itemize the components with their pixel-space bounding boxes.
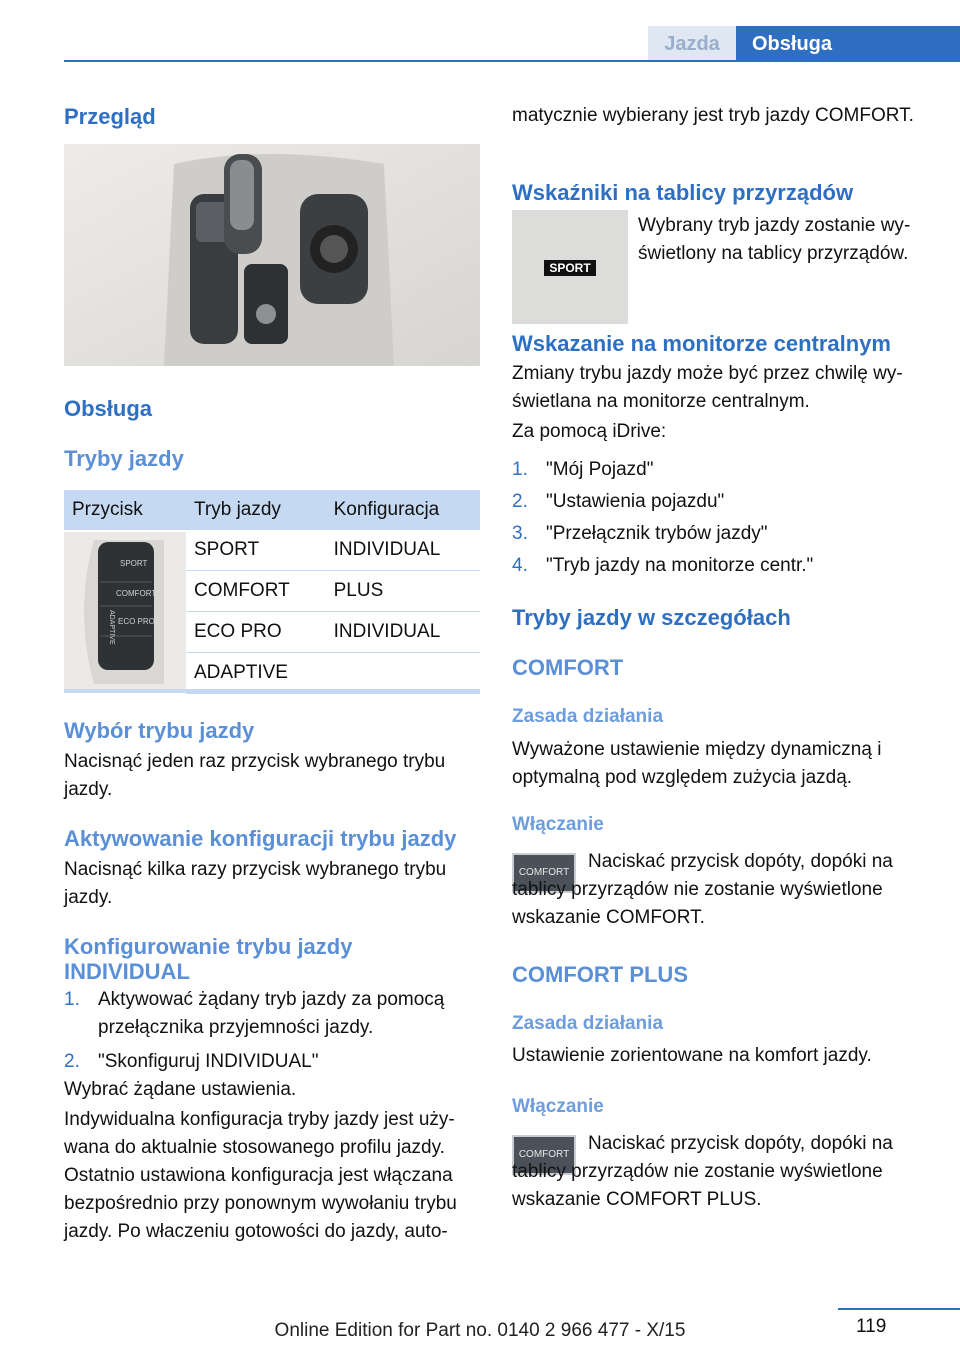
- section-title-comfort-plus: COMFORT PLUS: [512, 962, 688, 987]
- table-cell-mode: SPORT: [186, 530, 326, 571]
- button-label-comfort: COMFORT: [116, 588, 157, 598]
- table-cell-config: INDIVIDUAL: [326, 530, 480, 571]
- configure-after: Wybrać żądane ustawienia.: [64, 1079, 297, 1100]
- plus-principle-label: Zasada działania: [512, 1013, 664, 1034]
- modes-table: [64, 490, 480, 694]
- list-item: 3. "Przełącznik trybów jazdy": [512, 523, 768, 544]
- comfort-on-label: Włączanie: [512, 814, 604, 835]
- plus-text: Ustawienie zorientowane na komfort jazdy.: [512, 1045, 872, 1066]
- col-header-button: Przycisk: [64, 490, 186, 530]
- configure-steps: [64, 986, 480, 1076]
- idrive-text: Za pomocą iDrive:: [512, 421, 667, 442]
- table-cell-config: [326, 653, 480, 694]
- comfort-button-icon: COMFORT: [512, 853, 576, 893]
- list-item: 2. "Ustawienia pojazdu": [512, 491, 725, 512]
- table-cell-config: PLUS: [326, 571, 480, 612]
- section-title-select: Wybór trybu jazdy: [64, 718, 255, 743]
- section-title-monitor: Wskazanie na monitorze centralnym: [512, 331, 891, 356]
- cluster-text: Wybrany tryb jazdy zostanie wyświetlony na tablicy przyrządów.: [638, 215, 911, 264]
- footer-rule: [838, 1308, 960, 1310]
- configure-para: Indywidualna konfiguracja tryby jazdy jest używana do aktualnie stosowanego profilu jazdy. Ostatnio ustawiona konfiguracja jest włączana bezpośrednio przy ponownym wywołaniu trybu jazdy. Po właczeniu gotowości do jazdy, auto-: [64, 1109, 457, 1242]
- table-bottom-rule: [64, 689, 480, 693]
- comfort-text: Wyważone ustawienie między dynamiczną i optymalną pod względem zużycia jazdą.: [512, 739, 882, 788]
- tab-jazda[interactable]: Jazda: [648, 26, 736, 62]
- page-number: 119: [856, 1316, 887, 1337]
- header-rule: [64, 60, 960, 62]
- list-item: 1. Aktywować żądany tryb jazdy za pomocą przełącznika przyjemności jazdy.: [64, 989, 445, 1038]
- section-title-details: Tryby jazdy w szczegółach: [512, 605, 791, 630]
- sport-badge: SPORT: [544, 260, 596, 276]
- section-title-activate: Aktywowanie konfiguracji trybu jazdy: [64, 826, 457, 851]
- button-label-adaptive: ADAPTIVE: [108, 609, 115, 645]
- cluster-display-image: [512, 210, 628, 324]
- section-title-modes: Tryby jazdy: [64, 446, 184, 471]
- activate-text: Nacisnąć kilka razy przycisk wybranego trybu jazdy.: [64, 859, 447, 908]
- button-label-sport: SPORT: [120, 558, 148, 568]
- table-row: [64, 530, 480, 571]
- table-cell-mode: ADAPTIVE: [186, 653, 326, 694]
- table-cell-config: INDIVIDUAL: [326, 612, 480, 653]
- col-header-config: Konfiguracja: [326, 490, 480, 530]
- table-header-row: [64, 490, 480, 530]
- continuation-text: matycznie wybierany jest tryb jazdy COMFORT.: [512, 105, 914, 126]
- button-label-ecopro: ECO PRO: [118, 616, 155, 626]
- table-cell-mode: ECO PRO: [186, 612, 326, 653]
- list-item: 2. "Skonfiguruj INDIVIDUAL": [64, 1051, 319, 1072]
- section-title-overview: Przegląd: [64, 104, 156, 129]
- tab-obsluga[interactable]: Obsługa: [736, 26, 960, 62]
- section-title-comfort: COMFORT: [512, 655, 624, 680]
- section-title-configure: Konfigurowanie trybu jazdy INDIVIDUAL: [64, 934, 353, 984]
- col-header-mode: Tryb jazdy: [186, 490, 326, 530]
- comfort-on-text: Naciskać przycisk dopóty, dopóki na tablicy przyrządów nie zostanie wyświetlone wskazanie COMFORT.: [512, 851, 893, 928]
- section-title-cluster: Wskaźniki na tablicy przyrządów: [512, 180, 854, 205]
- plus-on-label: Włączanie: [512, 1096, 604, 1117]
- section-title-obsluga: Obsługa: [64, 396, 153, 421]
- mode-buttons-illustration: [64, 532, 186, 692]
- gear-selector-photo: [64, 144, 480, 366]
- idrive-steps: [512, 456, 928, 580]
- button-image-cell: [64, 530, 186, 694]
- list-item: 4. "Tryb jazdy na monitorze centr.": [512, 555, 814, 576]
- footer-edition: Online Edition for Part no. 0140 2 966 477 - X/15: [274, 1320, 686, 1341]
- comfort-plus-button-icon: COMFORT: [512, 1135, 576, 1175]
- comfort-principle-label: Zasada działania: [512, 706, 664, 727]
- list-item: 1. "Mój Pojazd": [512, 459, 654, 480]
- select-text: Nacisnąć jeden raz przycisk wybranego trybu jazdy.: [64, 751, 446, 800]
- console-illustration: [64, 144, 480, 366]
- monitor-text: Zmiany trybu jazdy może być przez chwilę wyświetlana na monitorze centralnym.: [512, 363, 903, 412]
- plus-on-text: Naciskać przycisk dopóty, dopóki na tablicy przyrządów nie zostanie wyświetlone wskazanie COMFORT PLUS.: [512, 1133, 893, 1210]
- table-cell-mode: COMFORT: [186, 571, 326, 612]
